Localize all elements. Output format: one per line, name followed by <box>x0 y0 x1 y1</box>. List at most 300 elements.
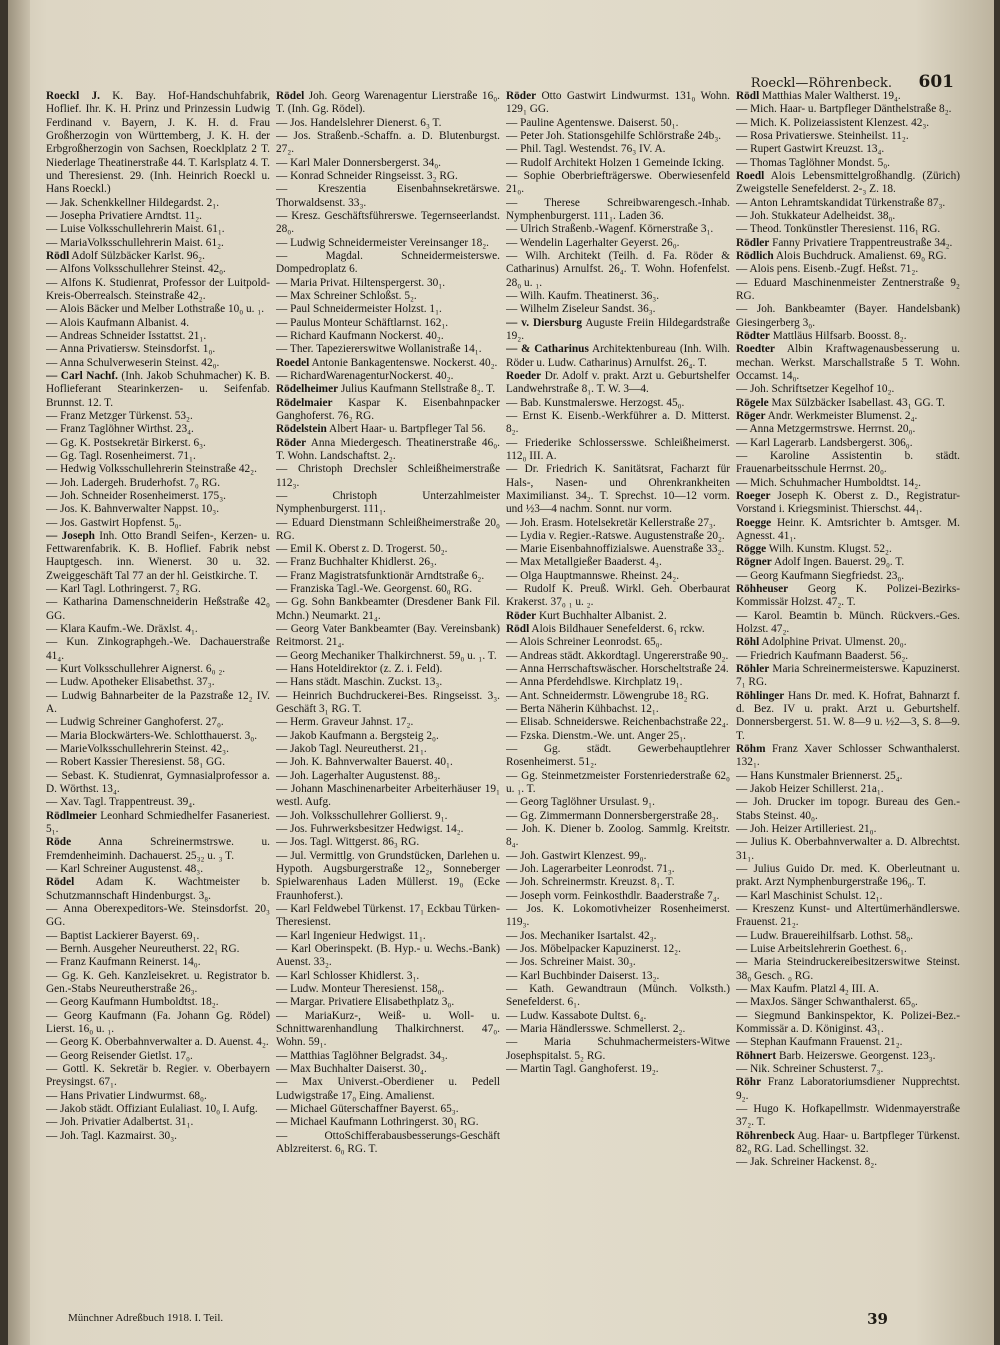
entry-text: — Ernst K. Eisenb.-Werkführer a. D. Mitterst. 8₂. <box>506 409 730 436</box>
directory-entry <box>46 410 270 423</box>
directory-entry <box>276 423 500 436</box>
entry-text: — Konrad Schneider Ringseisst. 3₂ RG. <box>276 169 458 182</box>
directory-entry <box>46 370 270 410</box>
directory-entry <box>506 703 730 716</box>
directory-entry <box>736 330 960 343</box>
entry-text: — Hugo K. Hofkapellmstr. Widenmayerstraße 37₂. T. <box>736 1102 960 1129</box>
entry-surname: Roeger <box>736 489 771 502</box>
directory-entry <box>736 1076 960 1103</box>
entry-text: — Ludwig Schreiner Ganghoferst. 27₀. <box>46 716 224 729</box>
directory-entry <box>276 343 500 356</box>
entry-text: — Xav. Tagl. Trappentreust. 39₄. <box>46 796 196 809</box>
entry-text: — Joh. Schreinermstr. Kreuzst. 8₁. T. <box>506 876 675 889</box>
entry-text: — Franz Buchhalter Khidlerst. 26₃. <box>276 556 437 569</box>
entry-text: — Heinrich Buchdruckerei-Bes. Ringseisst. 3₃. Geschäft 3₁ RG. T. <box>276 689 500 716</box>
entry-text: — Friedrich Kaufmann Baaderst. 56₂. <box>736 649 909 662</box>
directory-entry <box>46 876 270 903</box>
directory-entry <box>276 676 500 689</box>
entry-text: Adam K. Wachtmeister b. Schutzmannschaft Hindenburgst. 3₈. <box>46 876 270 902</box>
directory-entry <box>736 823 960 836</box>
directory-entry <box>276 370 500 383</box>
directory-entry <box>506 636 730 649</box>
entry-text: — Ther. Tapeziererswitwe Wollanistraße 14₁. <box>276 343 482 356</box>
directory-entry <box>506 623 730 636</box>
entry-text: — Alois Kaufmann Albanist. 4. <box>46 316 190 329</box>
directory-entry <box>276 690 500 717</box>
directory-entry <box>736 1010 960 1037</box>
entry-text: — Joh. Heizer Artilleriest. 21₀. <box>736 823 877 836</box>
directory-entry <box>46 530 270 583</box>
entry-text: — Mich. Schuhmacher Humboldtst. 14₂. <box>736 476 921 489</box>
directory-entry <box>276 170 500 183</box>
directory-entry <box>736 423 960 436</box>
entry-surname: Rödl <box>46 249 70 262</box>
entry-text: — Baptist Lackierer Bayerst. 69₁. <box>46 929 200 942</box>
entry-text: — Paul Schneidermeister Holzst. 1₁. <box>276 303 442 316</box>
directory-entry <box>46 1103 270 1116</box>
footer-note: Münchner Adreßbuch 1918. I. Teil. <box>68 1312 224 1324</box>
entry-text: — Jos. Straßenb.-Schaffn. a. D. Blutenburgst. 27₂. <box>276 129 500 156</box>
directory-entry <box>736 1036 960 1049</box>
entry-text: Adolf Ingen. Bauerst. 29₀. T. <box>771 556 905 569</box>
entry-text: — Jakob Tagl. Neureutherst. 21₁. <box>276 743 427 756</box>
entry-text: — Sophie Oberbriefträgerswe. Oberwiesenfeld 21₀. <box>506 169 730 196</box>
directory-entry <box>506 796 730 809</box>
entry-text: — Rudolf K. Preuß. Wirkl. Geh. Oberbaurat Krakerst. 37₀ ₁ u. ₂. <box>506 583 730 609</box>
entry-surname: Rödter <box>736 329 770 342</box>
directory-entry <box>46 716 270 729</box>
directory-entry <box>736 796 960 823</box>
entry-surname: Röde <box>46 836 72 849</box>
entry-surname: Röhheuser <box>736 583 789 596</box>
directory-entry <box>506 770 730 797</box>
entry-text: — MariaKurz-, Weiß- u. Woll- u. Schnittwarenhandlung Thalkirchnerst. 47₀. Wohn. 59₁. <box>276 1009 500 1049</box>
entry-text: — Wilh. Kaufm. Theatinerst. 36₃. <box>506 289 660 302</box>
entry-text: — Jakob städt. Offiziant Eulaliast. 10₀ I. Aufg. <box>46 1102 258 1115</box>
directory-entry <box>736 570 960 583</box>
entry-text: — Jos. Tagl. Wittgerst. 86₃ RG. <box>276 836 420 849</box>
directory-entry <box>736 250 960 263</box>
directory-entry <box>736 103 960 116</box>
entry-text: Alois Bildhauer Senefelderst. 6₁ rckw. <box>529 623 705 636</box>
entry-surname: Röhm <box>736 743 766 756</box>
directory-entry <box>736 556 960 569</box>
directory-entry <box>46 357 270 370</box>
entry-text: — Georg Reisender Gietlst. 17₀. <box>46 1049 193 1062</box>
entry-text: Max Sülzbäcker Isabellast. 43₁ GG. T. <box>768 396 946 409</box>
entry-text: — Joh. Schriftsetzer Kegelhof 10₂. <box>736 383 895 396</box>
directory-entry <box>46 423 270 436</box>
entry-text: — Gg. Steinmetzmeister Forstenriederstraße 62₀ u. ₁. T. <box>506 769 730 796</box>
entry-surname: Rödelstein <box>276 423 327 436</box>
entry-text: — Kath. Gewandtraun (Münch. Volksth.) Senefelderst. 6₁. <box>506 982 730 1009</box>
directory-entry <box>506 517 730 530</box>
directory-entry <box>46 490 270 503</box>
entry-text: Mattläus Hilfsarb. Boosst. 8₂. <box>769 329 907 342</box>
entry-text: — Katharina Damenschneiderin Heßstraße 42₀ GG. <box>46 596 270 622</box>
entry-text: — Joh. Volksschullehrer Gollierst. 9₁. <box>276 809 448 822</box>
entry-text: — Therese Schreibwarengesch.-Inhab. Nymphenburgerst. 111₁. Laden 36. <box>506 196 730 222</box>
entry-text: — Anna Schulverweserin Steinst. 42₀. <box>46 356 220 369</box>
directory-entry <box>506 317 730 344</box>
directory-entry <box>276 250 500 277</box>
entry-surname: Rödlmeier <box>46 809 97 822</box>
directory-entry <box>736 490 960 517</box>
entry-text: — Max Universt.-Oberdiener u. Pedell Ludwigstraße 17₀ Eing. Amalienst. <box>276 1076 500 1102</box>
entry-text: — Lydia v. Regier.-Ratswe. Augustenstraße 20₂. <box>506 529 725 542</box>
directory-entry <box>506 570 730 583</box>
directory-entry <box>506 676 730 689</box>
directory-entry <box>46 223 270 236</box>
directory-entry <box>736 930 960 943</box>
directory-entry <box>46 863 270 876</box>
column-4 <box>736 90 966 1170</box>
entry-surname: Roeckl J. <box>46 90 100 102</box>
entry-text: — Michael Kaufmann Lothringerst. 30₁ RG. <box>276 1116 479 1129</box>
directory-entry <box>276 183 500 210</box>
entry-text: — Klara Kaufm.-We. Dräxlst. 4₁. <box>46 623 198 636</box>
directory-entry <box>276 437 500 464</box>
directory-entry <box>736 117 960 130</box>
entry-text: — Hans Kunstmaler Briennerst. 25₄. <box>736 769 903 782</box>
sheet-signature: 39 <box>867 1310 888 1328</box>
entry-surname: Rödl <box>736 90 760 102</box>
directory-entry <box>736 343 960 383</box>
entry-text: — Maria Privat. Hiltenspergerst. 30₁. <box>276 276 446 289</box>
directory-entry <box>46 303 270 316</box>
entry-text: Leonhard Schmiedhelfer Fasaneriest. 5₁. <box>46 809 270 836</box>
directory-entry <box>506 690 730 703</box>
entry-text: — Hedwig Volksschullehrerin Steinstraße 42₂. <box>46 463 257 476</box>
directory-entry <box>46 197 270 210</box>
entry-text: — Rudolf Architekt Holzen 1 Gemeinde Icking. <box>506 156 725 169</box>
entry-text: — Anna Herrschaftswäscher. Horscheltstraße 24. <box>506 663 729 676</box>
entry-text: — Johann Maschinenarbeiter Arbeiterhäuser 19₁ westl. Aufg. <box>276 783 500 809</box>
entry-text: — Karl Oberinspekt. (B. Hyp.- u. Wechs.-Bank) Auenst. 33₂. <box>276 943 500 969</box>
entry-text: — Michael Güterschaffner Bayerst. 65₃. <box>276 1102 459 1115</box>
directory-entry <box>506 850 730 863</box>
directory-entry <box>736 450 960 477</box>
entry-surname: Röder <box>506 90 537 102</box>
entry-text: — Berta Näherin Kühbachst. 12₁. <box>506 703 659 716</box>
page-gutter <box>8 0 30 1345</box>
directory-entry <box>736 437 960 450</box>
directory-entry <box>276 357 500 370</box>
entry-text: — Olga Hauptmannswe. Rheinst. 24₂. <box>506 569 680 582</box>
directory-entry <box>276 517 500 544</box>
directory-entry <box>276 716 500 729</box>
entry-text: — Jul. Vermittlg. von Grundstücken, Darlehen u. Hypoth. Augsburgerstraße 12₂, Sonneberger Spielwarenhaus Laden Müllerst. 19₀ (Ecke Fraunhoferst.). <box>276 849 500 902</box>
directory-entry <box>506 1036 730 1063</box>
entry-text: — Hans Hoteldirektor (z. Z. i. Feld). <box>276 663 443 676</box>
entry-surname: Rögge <box>736 543 767 556</box>
directory-entry <box>506 556 730 569</box>
directory-entry <box>736 943 960 956</box>
directory-entry <box>46 1063 270 1090</box>
directory-entry <box>276 543 500 556</box>
directory-entry <box>276 1063 500 1076</box>
entry-text: Anna Miedergesch. Theatinerstraße 46₀. T. Wohn. Landschaftst. 2₂. <box>276 436 500 462</box>
entry-text: — Anna Pferdehdlswe. Kirchplatz 19₁. <box>506 676 683 689</box>
page-footer <box>48 1310 948 1334</box>
entry-text: Joseph K. Oberst z. D., Registratur-Vorstand i. Kriegsminist. Thierschst. 44₁. <box>736 489 960 516</box>
entry-text: — Mich. K. Polizeiassistent Klenzest. 42₃. <box>736 116 930 129</box>
directory-entry <box>46 583 270 596</box>
entry-text: — Georg Mechaniker Thalkirchnerst. 59₀ u. ₁. T. <box>276 649 497 662</box>
directory-entry <box>46 237 270 250</box>
directory-entry <box>276 596 500 623</box>
entry-text: Anna Schreinermstrswe. u. Fremdenheiminh. Dachauerst. 25₃₂ u. ₃ T. <box>46 836 270 862</box>
directory-entry <box>506 130 730 143</box>
entry-surname: — Carl Nachf. <box>46 369 118 382</box>
entry-text: — Karl Tagl. Lothringerst. 7₂ RG. <box>46 583 201 596</box>
directory-entry <box>506 410 730 437</box>
entry-text: — Ludw. Kassabote Dultst. 6₄. <box>506 1009 647 1022</box>
directory-entry <box>276 303 500 316</box>
directory-entry <box>736 303 960 330</box>
entry-text: — Eduard Dienstmann Schleißheimerstraße 20₀ RG. <box>276 516 500 542</box>
entry-text: — Ulrich Straßenb.-Wagenf. Körnerstraße 3₁. <box>506 223 714 236</box>
directory-entry <box>506 890 730 903</box>
entry-text: — Max Buchhalter Daiserst. 30₄. <box>276 1062 427 1075</box>
entry-text: — Siegmund Bankinspektor, K. Polizei-Bez.-Kommissär a. D. Königinst. 43₁. <box>736 1009 960 1035</box>
directory-entry <box>46 317 270 330</box>
entry-text: Maria Schreinermeisterswe. Kapuzinerst. 7₁ RG. <box>736 663 960 689</box>
entry-text: — Julius Guido Dr. med. K. Oberleutnant u. prakt. Arzt Nymphenburgerstraße 196₀. T. <box>736 863 960 889</box>
entry-surname: Röhr <box>736 1076 762 1089</box>
entry-text: — Jos. Fuhrwerksbesitzer Hedwigst. 14₂. <box>276 823 464 836</box>
directory-entry <box>276 570 500 583</box>
entry-text: — Karl Buchbinder Daiserst. 13₂. <box>506 969 660 982</box>
entry-text: — Joseph vorm. Feinkosthdlr. Baaderstraße 7₄. <box>506 889 720 902</box>
directory-entry <box>506 903 730 930</box>
directory-entry <box>276 583 500 596</box>
entry-text: — Karl Maschinist Schulst. 12₁. <box>736 889 883 902</box>
entry-text: — Kresz. Geschäftsführerswe. Tegernseerlandst. 28₀. <box>276 209 500 236</box>
entry-text: Otto Gastwirt Lindwurmst. 131₀ Wohn. 129₁ GG. <box>506 90 730 116</box>
entry-text: — Ant. Schneidermstr. Löwengrube 18₂ RG. <box>506 689 709 702</box>
entry-text: — Julius K. Oberbahnverwalter a. D. Albrechtst. 31₁. <box>736 836 960 862</box>
entry-surname: Röhrenbeck <box>736 1129 795 1142</box>
directory-entry <box>736 650 960 663</box>
directory-entry <box>506 956 730 969</box>
entry-text: — Kreszentia Eisenbahnsekretärswe. Thorwaldsenst. 33₃. <box>276 183 500 209</box>
directory-entry <box>46 437 270 450</box>
entry-text: — Bab. Kunstmalerswe. Herzogst. 45₀. <box>506 396 685 409</box>
entry-text: — Herm. Graveur Jahnst. 17₂. <box>276 716 414 729</box>
entry-text: — Karl Schlosser Khidlerst. 3₁. <box>276 969 420 982</box>
entry-surname: Röger <box>736 409 766 422</box>
entry-text: Franz Xaver Schlosser Schwanthalerst. 132₁. <box>736 743 960 769</box>
entry-text: — Robert Kassier Theresienst. 58₁ GG. <box>46 756 226 769</box>
directory-entry <box>46 663 270 676</box>
entry-text: — Maria Blockwärters-We. Schlotthauerst. 3₀. <box>46 729 258 742</box>
directory-entry <box>736 1063 960 1076</box>
entry-text: Albin Kraftwagenausbesserung u. mechan. Werkst. Marschallstraße 5 T. Wohn. Occamst. 14₀. <box>736 343 960 382</box>
directory-entry <box>46 277 270 304</box>
entry-surname: Rödlich <box>736 249 774 262</box>
directory-entry <box>736 770 960 783</box>
directory-entry <box>506 250 730 290</box>
directory-entry <box>736 477 960 490</box>
entry-text: Alois Lebensmittelgroßhandlg. (Zürich) Zweigstelle Senefelderst. 2-₃ Z. 18. <box>736 169 960 196</box>
entry-text: Antonie Bankagentenswe. Nockerst. 40₂. <box>309 356 498 369</box>
directory-entry <box>506 930 730 943</box>
entry-text: — Joh. K. Diener b. Zoolog. Sammlg. Kreitstr. 8₄. <box>506 823 730 849</box>
directory-entry <box>46 970 270 997</box>
entry-text: Architektenbureau (Inh. Wilh. Röder u. Ludw. Catharinus) Arnulfst. 26₄. T. <box>506 343 730 369</box>
entry-text: — Josepha Privatiere Arndtst. 11₂. <box>46 209 203 222</box>
entry-text: — MaxJos. Sänger Schwanthalerst. 65₀. <box>736 996 918 1009</box>
entry-text: — Joh. Bankbeamter (Bayer. Handelsbank) Giesingerberg 3₀. <box>736 303 960 329</box>
entry-text: — Wilh. Architekt (Teilh. d. Fa. Röder & Catharinus) Arnulfst. 26₄. T. Wohn. Hofenfelst. 28₀ u. ₁. <box>506 249 730 289</box>
entry-text: — Gg. Tagl. Rosenheimerst. 71₁. <box>46 449 196 462</box>
entry-text: — Anna Metzgermstrswe. Herrnst. 20₀. <box>736 423 916 436</box>
directory-entry <box>276 730 500 743</box>
entry-text: — Emil K. Oberst z. D. Trogerst. 50₂. <box>276 543 448 556</box>
directory-entry <box>46 596 270 623</box>
entry-surname: Röhlinger <box>736 689 785 702</box>
entry-surname: Rögele <box>736 396 769 409</box>
directory-entry <box>276 90 500 117</box>
directory-entry <box>506 237 730 250</box>
directory-entry <box>736 223 960 236</box>
entry-text: — Martin Tagl. Ganghoferst. 19₂. <box>506 1062 659 1075</box>
entry-text: — Alfons Volksschullehrer Steinst. 42₀. <box>46 263 226 276</box>
directory-entry <box>46 676 270 689</box>
directory-entry <box>276 330 500 343</box>
entry-surname: Rögner <box>736 556 772 569</box>
entry-text: — Margar. Privatiere Elisabethplatz 3₀. <box>276 996 455 1009</box>
entry-text: — Franziska Tagl.-We. Georgenst. 60₀ RG. <box>276 583 473 596</box>
directory-entry <box>46 503 270 516</box>
entry-text: — Kurt Volksschullehrer Aignerst. 6₀ ₂. <box>46 663 226 676</box>
entry-text: — Franz Taglöhner Wirthst. 23₄. <box>46 423 194 436</box>
entry-text: Joh. Georg Warenagentur Lierstraße 16₀. T. (Inh. Gg. Rödel). <box>276 90 500 116</box>
entry-text: — Georg K. Oberbahnverwalter a. D. Auenst. 4₂. <box>46 1036 269 1049</box>
directory-entry <box>506 610 730 623</box>
entry-text: — Mich. Haar- u. Bartpfleger Dänthelstraße 8₂. <box>736 103 952 116</box>
directory-entry <box>506 343 730 370</box>
directory-entry <box>46 903 270 930</box>
entry-text: Dr. Adolf v. prakt. Arzt u. Geburtshelfer Landwehrstraße 8₁. T. W. 3—4. <box>506 369 730 396</box>
directory-entry <box>276 930 500 943</box>
entry-text: — Ludw. Brauereihilfsarb. Lothst. 58₀. <box>736 929 914 942</box>
directory-entry <box>276 996 500 1009</box>
entry-text: — Matthias Taglöhner Belgradst. 34₃. <box>276 1049 448 1062</box>
entry-surname: Röhnert <box>736 1049 777 1062</box>
entry-text: — Joh. Schneider Rosenheimerst. 175₃. <box>46 489 226 502</box>
entry-text: Hans Dr. med. K. Hofrat, Bahnarzt f. d. Bez. IV u. prakt. Arzt u. Geburtshelf. Donnersbergerst. 51. W. 8—9 u. ½2—3, S. 8—9. T. <box>736 689 960 742</box>
directory-entry <box>46 636 270 663</box>
entry-text: — Karl Lagerarb. Landsbergerst. 306₀. <box>736 436 913 449</box>
entry-text: — Jos. Schreiner Maist. 30₃. <box>506 956 636 969</box>
directory-page <box>8 0 994 1345</box>
entry-text: — Joh. Stukkateur Adelheidst. 38₀. <box>736 209 896 222</box>
directory-entry <box>506 143 730 156</box>
directory-entry <box>276 1116 500 1129</box>
entry-text: Andr. Werkmeister Blumenst. 2₄. <box>765 409 918 422</box>
entry-text: — Joh. Lagerhalter Augustenst. 88₃. <box>276 769 441 782</box>
entry-surname: Rödel <box>276 90 305 102</box>
entry-surname: Röder <box>506 609 537 622</box>
entry-text: — Gg. Sohn Bankbeamter (Dresdener Bank Fil. Mchn.) Neumarkt. 21₄. <box>276 596 500 622</box>
entry-text: — RichardWarenagenturNockerst. 40₂. <box>276 369 454 382</box>
directory-entry <box>736 383 960 396</box>
entry-text: — Franz Kaufmann Reinerst. 14₀. <box>46 956 201 969</box>
entry-text: — Jos. Gastwirt Hopfenst. 5₀. <box>46 516 182 529</box>
directory-entry <box>46 1036 270 1049</box>
directory-entry <box>276 290 500 303</box>
entry-text: — Andreas städt. Akkordtagl. Ungererstraße 90₂. <box>506 649 729 662</box>
entry-text: — Christoph Unterzahlmeister Nymphenburgerst. 111₁. <box>276 489 500 516</box>
entry-text: — Thomas Taglöhner Mondst. 5₀. <box>736 156 890 169</box>
entry-text: — Kreszenz Kunst- und Altertümerhändlerswe. Frauenst. 21₂. <box>736 903 960 929</box>
directory-entry <box>736 890 960 903</box>
directory-entry <box>506 970 730 983</box>
directory-entry <box>506 397 730 410</box>
entry-text: — Joh. K. Bahnverwalter Bauerst. 40₁. <box>276 756 453 769</box>
directory-entry <box>276 1130 500 1157</box>
directory-entry <box>736 397 960 410</box>
directory-entry <box>276 903 500 930</box>
entry-text: Wilh. Kunstm. Klugst. 52₂. <box>766 543 892 556</box>
column-2 <box>276 90 506 1170</box>
directory-entry <box>506 1023 730 1036</box>
entry-text: — Georg Kaufmann Siegfriedst. 23₀. <box>736 569 905 582</box>
column-3 <box>506 90 736 1170</box>
entry-text: — Stephan Kaufmann Frauenst. 21₂. <box>736 1036 903 1049</box>
directory-entry <box>506 583 730 610</box>
directory-entry <box>506 157 730 170</box>
entry-surname: Rödl <box>506 623 530 636</box>
entry-text: — Luise Arbeitslehrerin Goethest. 6₁. <box>736 943 907 955</box>
entry-text: — Alois pens. Eisenb.-Zugf. Heßst. 71₂. <box>736 263 919 276</box>
directory-entry <box>276 490 500 517</box>
directory-entry <box>736 277 960 304</box>
page-number: 601 <box>918 72 954 92</box>
directory-entry <box>506 876 730 889</box>
directory-entry <box>276 756 500 769</box>
directory-entry <box>276 383 500 396</box>
directory-entry <box>736 170 960 197</box>
directory-entry <box>276 783 500 810</box>
entry-surname: Röhler <box>736 663 770 676</box>
directory-entry <box>506 223 730 236</box>
entry-text: — Jos. K. Lokomotivheizer Rosenheimerst. 119₃. <box>506 903 730 929</box>
entry-text: — Ludwig Bahnarbeiter de la Pazstraße 12₂ IV. A. <box>46 689 270 716</box>
directory-entry <box>276 397 500 424</box>
entry-text: — Karl Ingenieur Hedwigst. 11₁. <box>276 929 426 942</box>
entry-text: — Joh. Lagerarbeiter Leonrodst. 71₃. <box>506 863 675 876</box>
directory-entry <box>736 743 960 770</box>
entry-surname: Roedter <box>736 343 775 356</box>
directory-entry <box>46 943 270 956</box>
entry-text: — Jos. Mechaniker Isartalst. 42₃. <box>506 929 657 942</box>
entry-text: — Jakob Heizer Schillerst. 21a₁. <box>736 783 884 796</box>
directory-entry <box>506 463 730 516</box>
entry-text: — Anna Privatiersw. Steinsdorfst. 1₀. <box>46 343 216 356</box>
directory-entry <box>736 543 960 556</box>
directory-entry <box>46 756 270 769</box>
directory-entry <box>506 530 730 543</box>
directory-entry <box>276 836 500 849</box>
entry-text: — Magdal. Schneidermeisterswe. Dompedroplatz 6. <box>276 249 500 276</box>
entry-text: — MariaVolksschullehrerin Maist. 61₂. <box>46 236 224 249</box>
entry-text: — Sebast. K. Studienrat, Gymnasialprofessor a. D. Wörthst. 13₄. <box>46 769 270 796</box>
entry-text: — Joh. Ladergeh. Bruderhofst. 7₀ RG. <box>46 476 221 489</box>
entry-text: — Franz Metzger Türkenst. 53₂. <box>46 409 193 422</box>
